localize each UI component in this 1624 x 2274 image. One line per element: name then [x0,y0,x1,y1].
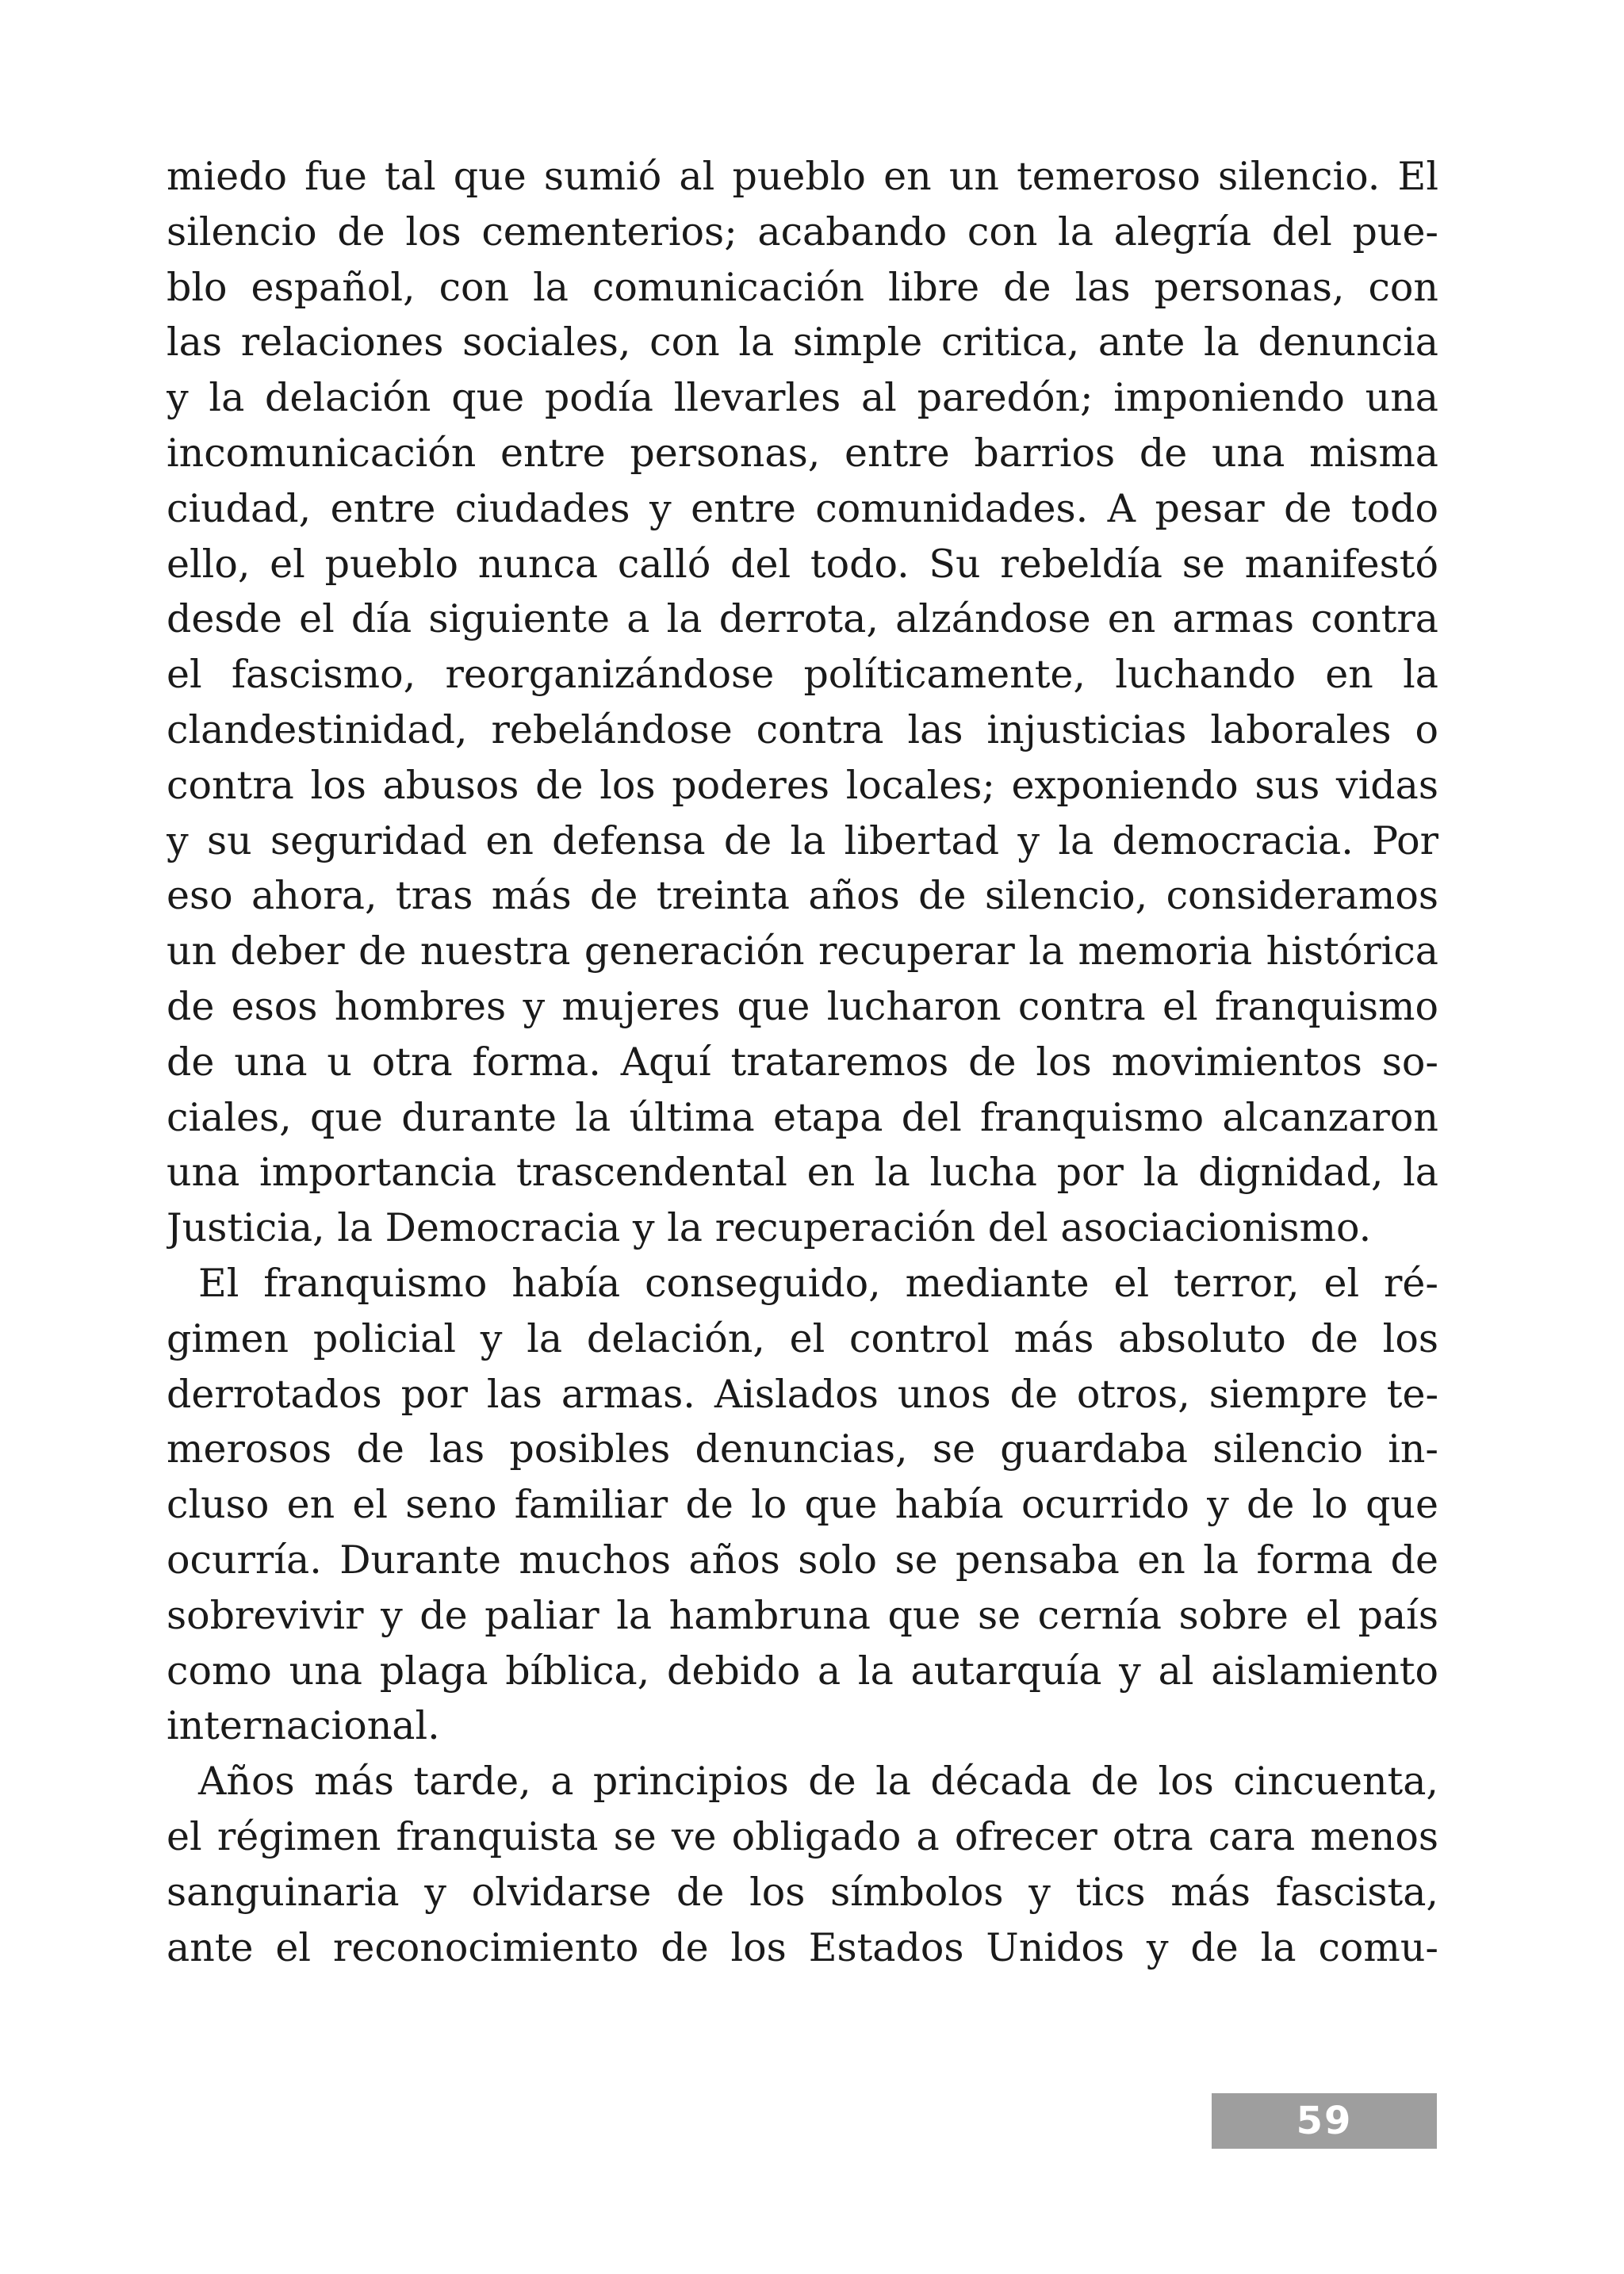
text-line: sobrevivir y de paliar la hambruna que se cernía sobre el país [167,1592,1438,1638]
text-line: ciudad, entre ciudades y entre comunidades. A pesar de todo [167,485,1438,531]
text-line: derrotados por las armas. Aislados unos de otros, siempre te- [167,1371,1438,1417]
text-line: contra los abusos de los poderes locales; exponiendo sus vidas [167,762,1438,808]
text-line: y su seguridad en defensa de la libertad y la democracia. Por [167,817,1438,863]
body-text [167,149,1438,1975]
text-line: merosos de las posibles denuncias, se guardaba silencio in- [167,1426,1438,1472]
text-line: ciales, que durante la última etapa del franquismo alcanzaron [167,1094,1438,1140]
text-line: ocurría. Durante muchos años solo se pensaba en la forma de [167,1537,1438,1583]
text-line: desde el día siguiente a la derrota, alzándose en armas contra [167,596,1438,642]
paragraph-start-line: Años más tarde, a principios de la década de los cincuenta, [198,1759,1438,1805]
text-line: de esos hombres y mujeres que lucharon contra el franquismo [167,983,1438,1029]
paragraph-start-line: El franquismo había conseguido, mediante el terror, el ré- [198,1260,1438,1306]
text-line: gimen policial y la delación, el control más absoluto de los [167,1315,1438,1361]
text-line: clandestinidad, rebelándose contra las injusticias laborales o [167,706,1438,752]
page-number: 59 [1296,2099,1353,2143]
text-line: un deber de nuestra generación recuperar la memoria histórica [167,928,1438,974]
text-line: y la delación que podía llevarles al paredón; imponiendo una [167,375,1438,421]
text-line: miedo fue tal que sumió al pueblo en un temeroso silencio. El [167,154,1438,199]
text-line: silencio de los cementerios; acabando con la alegría del pue- [167,209,1438,255]
text-line: incomunicación entre personas, entre barrios de una misma [167,430,1438,476]
text-line: el régimen franquista se ve obligado a ofrecer otra cara menos [167,1813,1438,1859]
text-line: el fascismo, reorganizándose políticamente, luchando en la [167,652,1438,698]
text-line: las relaciones sociales, con la simple critica, ante la denuncia [167,320,1438,366]
text-line: una importancia trascendental en la lucha por la dignidad, la [167,1150,1438,1196]
text-line: cluso en el seno familiar de lo que había ocurrido y de lo que [167,1482,1438,1528]
text-line: de una u otra forma. Aquí trataremos de los movimientos so- [167,1039,1438,1085]
text-line: ello, el pueblo nunca calló del todo. Su rebeldía se manifestó [167,541,1438,587]
text-line: sanguinaria y olvidarse de los símbolos y tics más fascista, [167,1869,1438,1915]
text-line: blo español, con la comunicación libre de las personas, con [167,264,1438,310]
text-line: ante el reconocimiento de los Estados Unidos y de la comu- [167,1924,1438,1970]
text-line: eso ahora, tras más de treinta años de silencio, consideramos [167,873,1438,919]
text-line: como una plaga bíblica, debido a la autarquía y al aislamiento [167,1648,1438,1694]
paragraph-end-line: Justicia, la Democracia y la recuperación del asociacionismo. [167,1205,1372,1251]
paragraph-end-line: internacional. [167,1703,440,1749]
